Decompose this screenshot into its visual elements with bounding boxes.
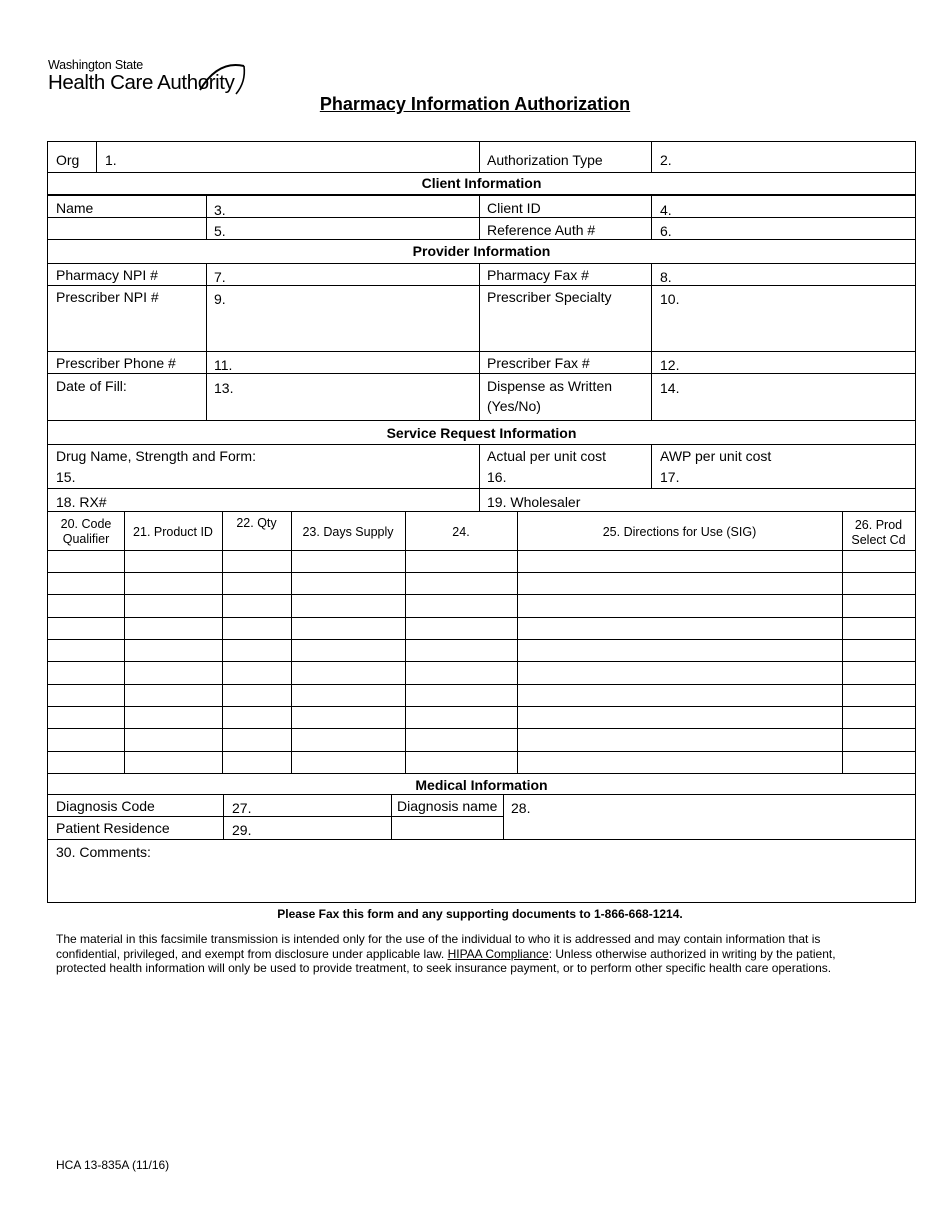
table-row[interactable] xyxy=(48,728,915,729)
name-field[interactable]: 3. xyxy=(214,202,226,218)
org-label: Org xyxy=(56,152,80,168)
col-code-qualifier: 20. Code Qualifier xyxy=(60,517,112,546)
rx-label[interactable]: 18. RX# xyxy=(56,494,107,510)
table-row[interactable] xyxy=(48,706,915,707)
authorization-form xyxy=(47,141,916,903)
hipaa-compliance: HIPAA Compliance xyxy=(447,946,549,961)
service-info-header: Service Request Information xyxy=(386,425,577,441)
medical-info-header: Medical Information xyxy=(415,777,548,793)
pharmacy-fax-field[interactable]: 8. xyxy=(660,269,672,285)
daw-field[interactable]: 14. xyxy=(660,380,680,396)
ref-auth-label: Reference Auth # xyxy=(487,222,596,238)
client-extra-field[interactable]: 5. xyxy=(214,223,226,239)
prescriber-fax-label: Prescriber Fax # xyxy=(487,355,590,371)
diagnosis-name-label: Diagnosis name xyxy=(397,798,498,814)
prescriber-npi-field[interactable]: 9. xyxy=(214,291,226,307)
pharmacy-fax-label: Pharmacy Fax # xyxy=(487,267,589,283)
col-qty: 22. Qty xyxy=(236,516,277,530)
disclaimer-text-1: The material in this facsimile transmission is intended only for the use of the individual to who it is addressed and may contain information that is confidential, privileged, and exempt from disclosure under applicable law. xyxy=(56,932,821,961)
disclaimer xyxy=(56,932,886,976)
patient-residence-label: Patient Residence xyxy=(56,820,170,836)
logo-line1: Washington State xyxy=(48,58,144,72)
daw-label-line2: (Yes/No) xyxy=(487,398,541,414)
col-days-supply: 23. Days Supply xyxy=(302,525,394,539)
comments-label[interactable]: 30. Comments: xyxy=(56,844,151,860)
col-product-id: 21. Product ID xyxy=(133,525,213,539)
auth-type-label: Authorization Type xyxy=(487,152,603,168)
diagnosis-code-field[interactable]: 27. xyxy=(232,800,252,816)
org-field[interactable]: 1. xyxy=(105,152,117,168)
col-directions: 25. Directions for Use (SIG) xyxy=(602,525,757,539)
provider-info-header: Provider Information xyxy=(412,243,551,259)
diagnosis-code-label: Diagnosis Code xyxy=(56,798,155,814)
client-id-label: Client ID xyxy=(487,200,541,216)
prescriber-phone-field[interactable]: 11. xyxy=(214,357,233,373)
table-row[interactable] xyxy=(48,572,915,573)
wholesaler-label[interactable]: 19. Wholesaler xyxy=(487,494,581,510)
date-fill-field[interactable]: 13. xyxy=(214,380,234,396)
prescriber-npi-label: Prescriber NPI # xyxy=(56,289,159,305)
form-number: HCA 13-835A (11/16) xyxy=(56,1158,170,1172)
prescriber-fax-field[interactable]: 12. xyxy=(660,357,680,373)
col-prod-select: 26. Prod Select Cd xyxy=(851,518,906,547)
drug-field[interactable]: 15. xyxy=(56,469,76,485)
client-info-header: Client Information xyxy=(421,175,542,191)
page-title: Pharmacy Information Authorization xyxy=(319,94,631,114)
table-row[interactable] xyxy=(48,684,915,685)
prescriber-phone-label: Prescriber Phone # xyxy=(56,355,176,371)
prescriber-specialty-label: Prescriber Specialty xyxy=(487,289,612,305)
pharmacy-npi-field[interactable]: 7. xyxy=(214,269,226,285)
patient-residence-field[interactable]: 29. xyxy=(232,822,252,838)
logo-line2: Health Care Authority xyxy=(48,71,235,94)
date-fill-label: Date of Fill: xyxy=(56,378,127,394)
hca-logo xyxy=(48,58,248,98)
actual-cost-label: Actual per unit cost xyxy=(487,448,607,464)
table-row[interactable] xyxy=(48,594,915,595)
daw-label-line1: Dispense as Written xyxy=(487,378,613,394)
prescriber-specialty-field[interactable]: 10. xyxy=(660,291,680,307)
auth-type-field[interactable]: 2. xyxy=(660,152,672,168)
name-label: Name xyxy=(56,200,94,216)
table-row[interactable] xyxy=(48,617,915,618)
drug-label: Drug Name, Strength and Form: xyxy=(56,448,256,464)
logo-swoosh-icon xyxy=(198,60,248,98)
table-row[interactable] xyxy=(48,661,915,662)
diagnosis-name-field[interactable]: 28. xyxy=(511,800,531,816)
awp-field[interactable]: 17. xyxy=(660,469,680,485)
fax-notice: Please Fax this form and any supporting documents to 1-866-668-1214. xyxy=(277,907,683,921)
col-24: 24. xyxy=(452,525,470,539)
ref-auth-field[interactable]: 6. xyxy=(660,223,672,239)
actual-cost-field[interactable]: 16. xyxy=(487,469,507,485)
table-row[interactable] xyxy=(48,639,915,640)
pharmacy-npi-label: Pharmacy NPI # xyxy=(56,267,158,283)
table-row[interactable] xyxy=(48,751,915,752)
disclaimer-text-2: : Unless otherwise authorized in writing by the patient, protected health information will only be used to provide treatment, to seek insurance payment, or to perform other specific health care operations. xyxy=(56,946,836,975)
awp-label: AWP per unit cost xyxy=(660,448,772,464)
client-id-field[interactable]: 4. xyxy=(660,202,672,218)
